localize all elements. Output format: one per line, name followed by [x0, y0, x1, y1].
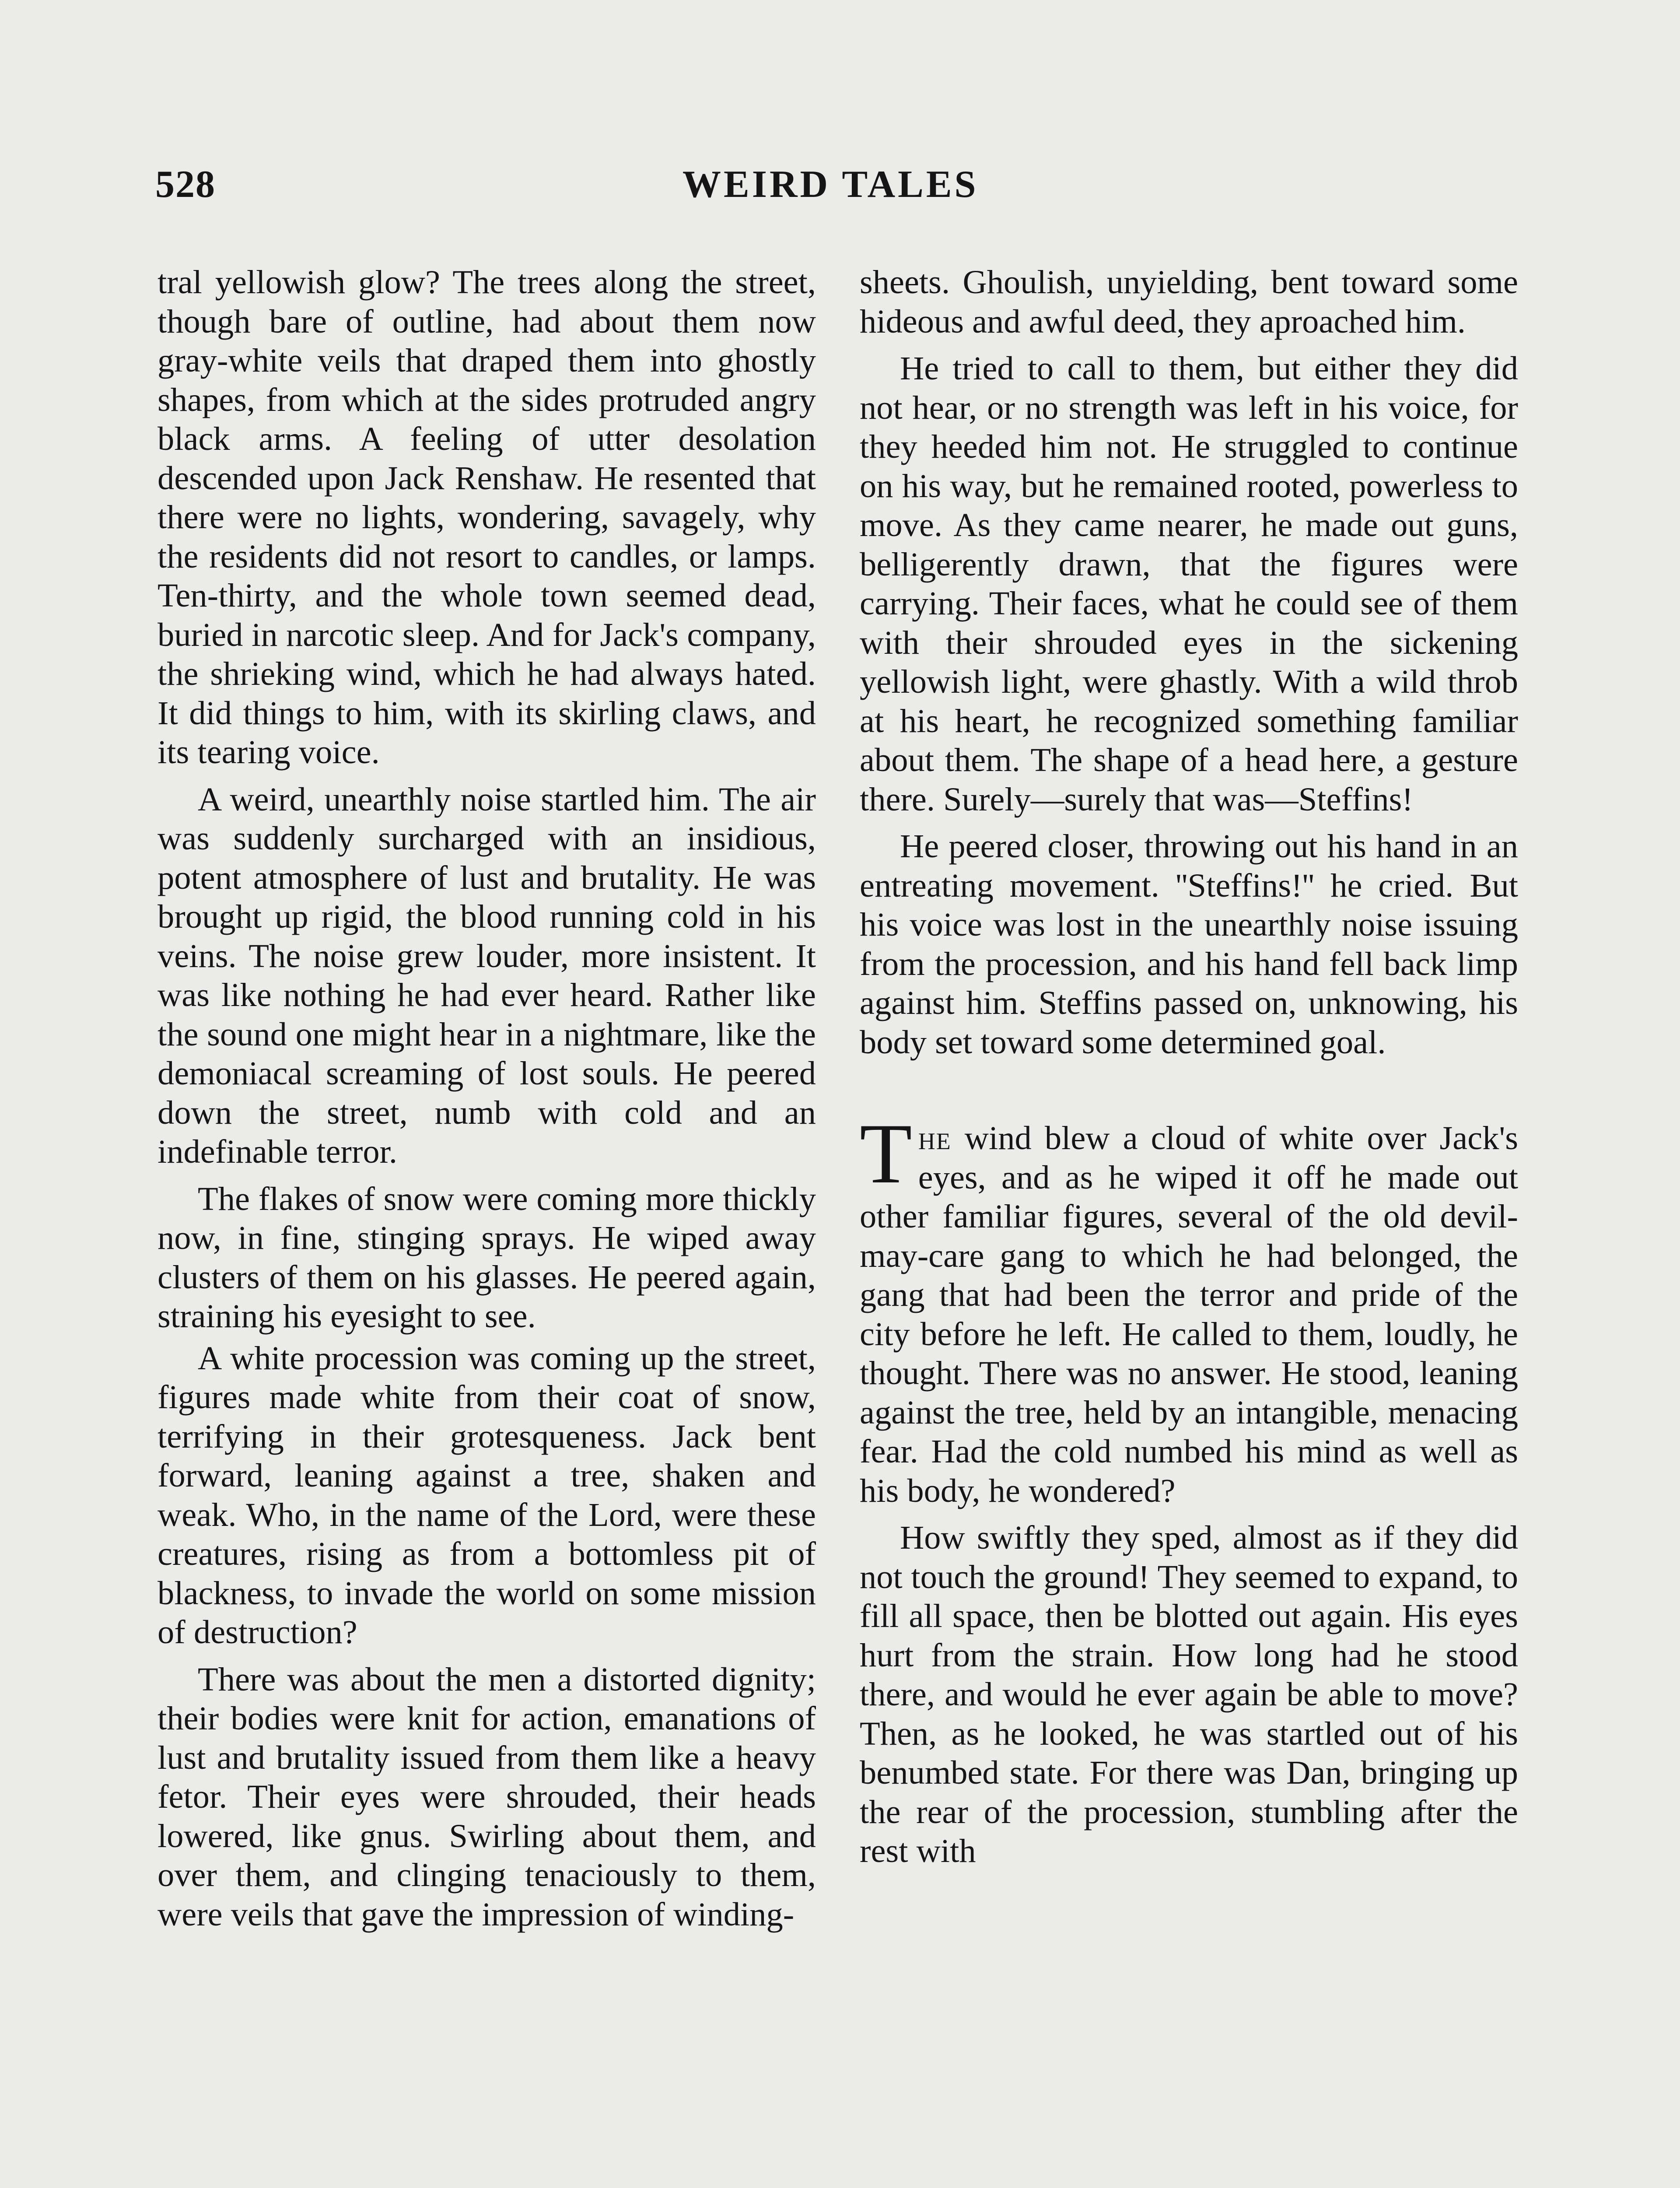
paragraph: tral yellowish glow? The trees along the street, though bare of outline, had about them now gray-white veils that draped them into ghostly shapes, from which at the sides protruded angry black arms. A feeling of utter desolation descended upon Jack Renshaw. He resented that there were no lights, wondering, savagely, why the residents did not resort to candles, or lamps. Ten-thirty, and the whole town seemed dead, buried in narcotic sleep. And for Jack's company, the shrieking wind, which he had always hated. It did things to him, with its skirling claws, and its tearing voice.	[158, 263, 816, 771]
drop-cap: T	[860, 1106, 912, 1201]
paragraph: He peered closer, throwing out his hand in an entreating movement. ''Steffins!'' he cried. But his voice was lost in the unearthly noise issuing from the procession, and his hand fell back limp against him. Steffins passed on, unknowing, his body set toward some determined goal.	[860, 828, 1518, 1061]
right-column	[860, 263, 1518, 1871]
left-column	[158, 263, 816, 1934]
paragraph: A white procession was coming up the street, figures made white from their coat of snow, terrifying in their grotesqueness. Jack bent forward, leaning against a tree, shaken and weak. Who, in the name of the Lord, were these creatures, rising as from a bottomless pit of blackness, to invade the world on some mission of destruction?	[158, 1339, 816, 1651]
paragraph: The flakes of snow were coming more thickly now, in fine, stinging sprays. He wiped away clusters of them on his glasses. He peered again, straining his eyesight to see.	[158, 1180, 816, 1335]
paragraph-text: wind blew a cloud of white over Jack's eyes, and as he wiped it off he made out other familiar figures, several of the old devil-may-care gang to which he had belonged, the gang that had been the terror and pride of the city before he left. He called to them, loudly, he thought. There was no answer. He stood, leaning against the tree, held by an intangible, menacing fear. Had the cold numbed his mind as well as his body, he wondered?	[860, 1119, 1518, 1509]
paragraph: A weird, unearthly noise startled him. The air was suddenly surcharged with an insidious, potent atmosphere of lust and brutality. He was brought up rigid, the blood running cold in his veins. The noise grew louder, more insistent. It was like nothing he had ever heard. Rather like the sound one might hear in a nightmare, like the demoniacal screaming of lost souls. He peered down the street, numb with cold and an indefinable terror.	[158, 780, 816, 1170]
paragraph: He tried to call to them, but either they did not hear, or no strength was left in his voice, for they heeded him not. He struggled to continue on his way, but he remained rooted, powerless to move. As they came nearer, he made out guns, belligerently drawn, that the figures were carrying. Their faces, what he could see of them with their shrouded eyes in the sickening yellowish light, were ghastly. With a wild throb at his heart, he recognized something familiar about them. The shape of a head here, a gesture there. Surely—surely that was—Steffins!	[860, 350, 1518, 818]
page-number: 528	[155, 163, 216, 206]
paragraph: sheets. Ghoulish, unyielding, bent toward some hideous and awful deed, they aproached him.	[860, 263, 1518, 340]
small-caps-lead: he	[918, 1119, 952, 1157]
paragraph: How swiftly they sped, almost as if they did not touch the ground! They seemed to expand, to fill all space, then be blotted out again. His eyes hurt from the strain. How long had he stood there, and would he ever again be able to move? Then, as he looked, he was startled out of his benumbed state. For there was Dan, bringing up the rear of the procession, stumbling after the rest with	[860, 1519, 1518, 1869]
section-start-paragraph	[860, 1106, 1518, 1510]
paragraph: There was about the men a distorted dignity; their bodies were knit for action, emanations of lust and brutality issued from them like a heavy fetor. Their eyes were shrouded, their heads lowered, like gnus. Swirling about them, and over them, and clinging tenaciously to them, were veils that gave the impression of winding-	[158, 1660, 816, 1933]
running-title: WEIRD TALES	[682, 163, 979, 206]
